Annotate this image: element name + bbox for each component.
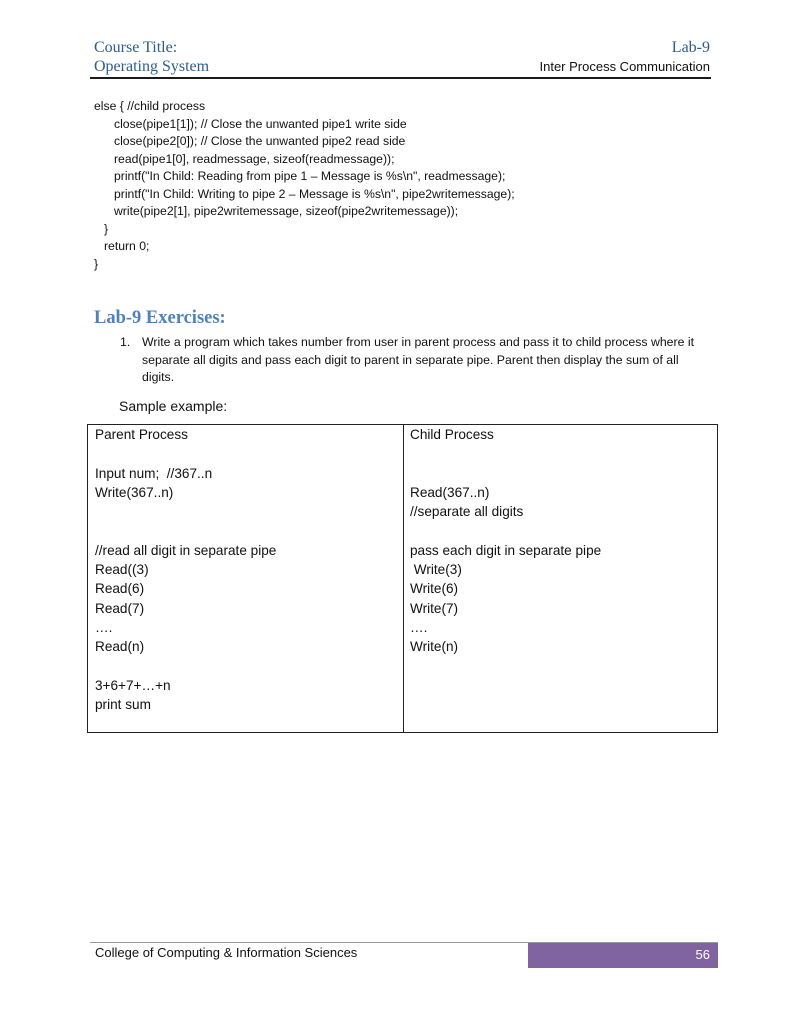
- parent-header: Parent Process: [95, 427, 188, 442]
- parent-line: Read(6): [95, 581, 145, 597]
- child-line: ….: [410, 619, 428, 635]
- parent-line: [95, 521, 276, 540]
- course-name: Operating System: [94, 58, 210, 75]
- parent-column: [95, 425, 276, 714]
- code-line: printf("In Child: Reading from pipe 1 – Message is %s\n", readmessage);: [114, 169, 506, 183]
- code-line: printf("In Child: Writing to pipe 2 – Message is %s\n", pipe2writemessage);: [114, 186, 515, 201]
- code-line: else { //child process: [94, 99, 206, 113]
- code-block: [94, 98, 515, 273]
- exercises-heading: Lab-9 Exercises:: [94, 308, 226, 328]
- parent-line: Read(7): [95, 600, 145, 616]
- course-title-label: Course Title:: [94, 39, 178, 56]
- table-divider: [403, 425, 404, 732]
- exercise-text: Write a program which takes number from user in parent process and pass it to child process where it separate all digits and pass each digit to parent in separate pipe. Parent then display the sum of all digits.: [142, 335, 695, 384]
- code-line: return 0;: [104, 239, 150, 253]
- child-header: Child Process: [410, 427, 494, 442]
- parent-line: Write(367..n): [95, 484, 174, 500]
- parent-line: [95, 657, 276, 676]
- process-table: [87, 424, 718, 733]
- page-number: 56: [695, 947, 710, 962]
- code-line: }: [104, 221, 109, 236]
- sample-label: Sample example:: [119, 398, 228, 414]
- child-line: [410, 444, 601, 463]
- parent-line: //read all digit in separate pipe: [95, 542, 277, 558]
- header-course: [94, 38, 209, 76]
- footer-college: College of Computing & Information Sciences: [95, 945, 358, 960]
- parent-line: [95, 444, 276, 463]
- lab-number: Lab-9: [671, 39, 710, 56]
- exercise-number: 1.: [120, 335, 131, 349]
- code-line: }: [94, 256, 99, 271]
- exercise-item: [120, 334, 700, 387]
- header-rule: [90, 77, 711, 79]
- child-line: [410, 521, 601, 540]
- parent-line: Read(n): [95, 639, 145, 655]
- child-line: pass each digit in separate pipe: [410, 542, 602, 558]
- parent-line: Read((3): [95, 562, 149, 578]
- child-line: Write(6): [410, 581, 459, 597]
- header-lab: [539, 38, 710, 76]
- child-line: //separate all digits: [410, 504, 524, 520]
- child-line: [410, 464, 601, 483]
- parent-line: [95, 502, 276, 521]
- child-line: Write(7): [410, 600, 459, 616]
- child-line: Read(367..n): [410, 484, 490, 500]
- child-column: [410, 425, 601, 657]
- child-line: Write(3): [410, 562, 462, 578]
- parent-line: ….: [95, 619, 113, 635]
- parent-line: print sum: [95, 697, 151, 713]
- child-line: Write(n): [410, 639, 459, 655]
- parent-line: Input num; //367..n: [95, 465, 213, 481]
- footer-page-box: [528, 943, 718, 968]
- code-line: close(pipe2[0]); // Close the unwanted pipe2 read side: [114, 134, 406, 148]
- lab-topic: Inter Process Communication: [539, 59, 710, 74]
- code-line: read(pipe1[0], readmessage, sizeof(readmessage));: [114, 151, 395, 166]
- code-line: close(pipe1[1]); // Close the unwanted pipe1 write side: [114, 116, 407, 131]
- parent-line: 3+6+7+…+n: [95, 677, 171, 693]
- code-line: write(pipe2[1], pipe2writemessage, sizeof(pipe2writemessage));: [114, 204, 459, 218]
